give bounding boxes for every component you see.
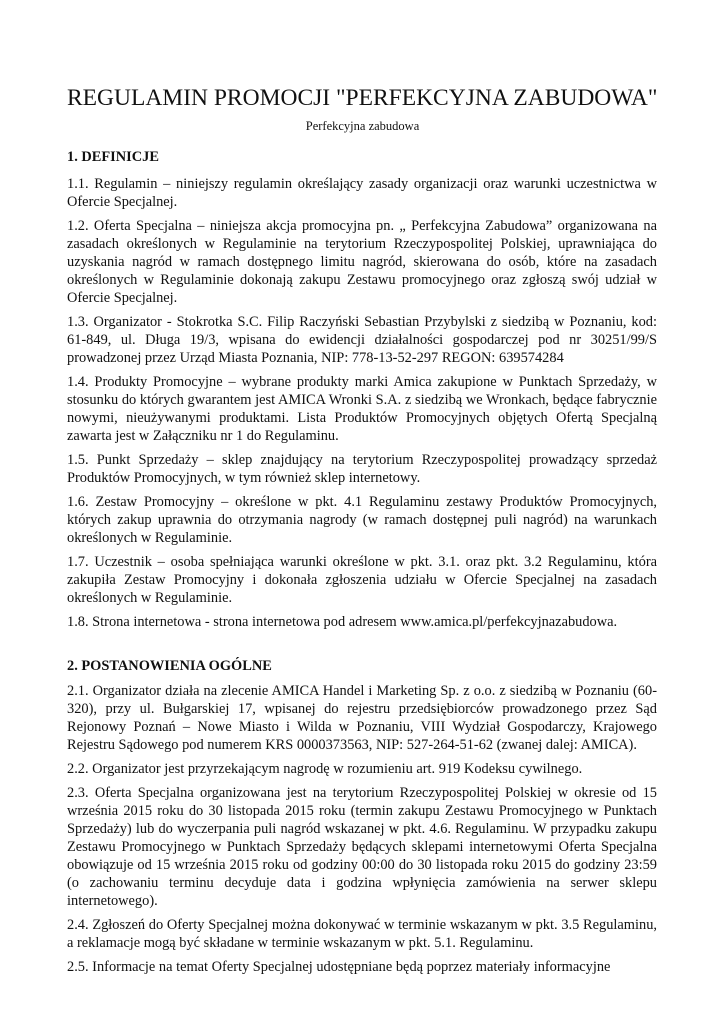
section-heading: 1. DEFINICJE (67, 149, 159, 165)
paragraph: 2.2. Organizator jest przyrzekającym nagrodę w rozumieniu art. 919 Kodeksu cywilnego. (67, 761, 583, 777)
document-body (67, 148, 657, 982)
paragraph: 2.4. Zgłoszeń do Oferty Specjalnej można dokonywać w terminie wskazanym w pkt. 3.5 Regulaminu, a reklamacje mogą być składane w terminie wskazanym w pkt. 5.1. Regulaminu. (67, 917, 657, 951)
section-definitions (67, 148, 657, 631)
paragraph: 1.6. Zestaw Promocyjny – określone w pkt. 4.1 Regulaminu zestawy Produktów Promocyjnych, których zakup uprawnia do otrzymania nagrody (w ramach dostępnej puli nagród) na warunkach określonych w Regulaminie. (67, 494, 657, 546)
paragraph: 2.5. Informacje na temat Oferty Specjalnej udostępniane będą poprzez materiały informacyjne (67, 959, 611, 975)
document-subtitle: Perfekcyjna zabudowa (305, 119, 420, 133)
paragraph: 1.8. Strona internetowa - strona internetowa pod adresem www.amica.pl/perfekcyjnazabudowa. (67, 614, 618, 630)
paragraph: 2.1. Organizator działa na zlecenie AMICA Handel i Marketing Sp. z o.o. z siedzibą w Poznaniu (60-320), przy ul. Bułgarskiej 17, wpisanej do rejestru przedsiębiorców prowadzonego przez Sąd Rejonowy Poznań – Nowe Miasto i Wilda w Poznaniu, VIII Wydział Gospodarczy, Krajowego Rejestru Sądowego pod numerem KRS 0000373563, NIP: 527-264-51-62 (zwanej dalej: AMICA). (67, 683, 657, 753)
document-title: REGULAMIN PROMOCJI "PERFEKCYJNA ZABUDOWA" (67, 85, 658, 111)
paragraph: 1.2. Oferta Specjalna – niniejsza akcja promocyjna pn. „ Perfekcyjna Zabudowa” organizowana na zasadach określonych w Regulaminie na terytorium Rzeczypospolitej Polskiej, uprawniająca do uzyskania nagród w ramach dostępnego limitu nagród, skierowana do osób, które na zasadach określonych w Regulaminie dokonają zakupu Zestawu promocyjnego oraz zgłoszą swój udział w Ofercie Specjalnej. (67, 218, 657, 306)
paragraph: 2.3. Oferta Specjalna organizowana jest na terytorium Rzeczypospolitej Polskiej w okresie od 15 września 2015 roku do 30 listopada 2015 roku (termin zakupu Zestawu Promocyjnego w Punktach Sprzedaży) lub do wyczerpania puli nagród wskazanej w pkt. 4.6. Regulaminu. W przypadku zakupu Zestawu Promocyjnego w Punktach Sprzedaży będących sklepami internetowymi Oferta Specjalna obowiązuje od 15 września 2015 roku od godziny 00:00 do 30 listopada roku 2015 do godziny 23:59 (o zachowaniu terminu decyduje data i godzina wpłynięcia zamówienia na serwer sklepu internetowego). (67, 785, 657, 909)
paragraph: 1.1. Regulamin – niniejszy regulamin określający zasady organizacji oraz warunki uczestnictwa w Ofercie Specjalnej. (67, 176, 657, 210)
paragraph: 1.5. Punkt Sprzedaży – sklep znajdujący na terytorium Rzeczypospolitej prowadzący sprzedaż Produktów Promocyjnych, w tym również sklep internetowy. (67, 452, 657, 486)
section-heading: 2. POSTANOWIENIA OGÓLNE (67, 658, 272, 674)
section-general-provisions (67, 657, 657, 976)
paragraph: 1.3. Organizator - Stokrotka S.C. Filip Raczyński Sebastian Przybylski z siedzibą w Poznaniu, kod: 61-849, ul. Długa 19/3, wpisana do ewidencji działalności gospodarczej pod nr 30251/99/S prowadzonej przez Urząd Miasta Poznania, NIP: 778-13-52-297 REGON: 639574284 (67, 314, 657, 366)
paragraph: 1.4. Produkty Promocyjne – wybrane produkty marki Amica zakupione w Punktach Sprzedaży, w stosunku do których gwarantem jest AMICA Wronki S.A. z siedzibą we Wronkach, będące fabrycznie nowymi, nieużywanymi produktami. Lista Produktów Promocyjnych objętych Ofertą Specjalną zawarta jest w Załączniku nr 1 do Regulaminu. (67, 374, 657, 444)
paragraph: 1.7. Uczestnik – osoba spełniająca warunki określone w pkt. 3.1. oraz pkt. 3.2 Regulaminu, która zakupiła Zestaw Promocyjny i dokonała zgłoszenia udziału w Ofercie Specjalnej na zasadach określonych w Regulaminie. (67, 554, 657, 606)
